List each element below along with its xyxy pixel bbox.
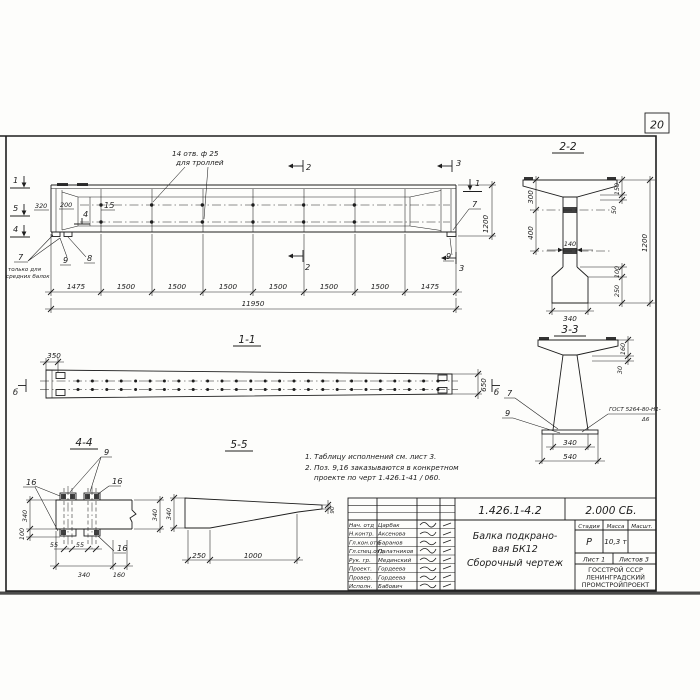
plan-outline: [46, 370, 452, 398]
svg-text:Аксенова: Аксенова: [378, 531, 406, 538]
top-flange: [523, 180, 617, 197]
bearing-pad: [64, 232, 72, 237]
svg-text:160: 160: [619, 342, 627, 356]
pos-16-left: 16: [26, 477, 37, 487]
hole-note-leaders: [153, 167, 208, 219]
section-4-4-title: 4-4: [75, 437, 93, 449]
section-4-4: [18, 437, 164, 579]
notes: [305, 452, 459, 482]
section-2-2: [523, 141, 655, 323]
stage-value: Р: [586, 537, 592, 548]
svg-text:650: 650: [479, 378, 488, 392]
svg-text:Гл.кон.отд: Гл.кон.отд: [349, 540, 381, 547]
svg-text:Баранов: Баранов: [378, 540, 403, 547]
svg-text:Исполн.: Исполн.: [349, 584, 373, 591]
pos-9-right: 9: [446, 251, 452, 261]
svg-text:350: 350: [47, 351, 61, 360]
svg-text:540: 540: [563, 452, 577, 461]
svg-text:340: 340: [151, 508, 159, 522]
section-5-5-title: 5-5: [230, 439, 248, 451]
svg-text:160: 160: [112, 571, 126, 579]
svg-text:1200: 1200: [481, 214, 490, 234]
svg-text:100: 100: [613, 265, 621, 279]
bottom-block: [552, 267, 588, 303]
svg-text:2: 2: [306, 162, 312, 172]
mass-value: 10,3 т: [604, 537, 627, 546]
svg-text:3: 3: [459, 263, 465, 273]
weld-gost-note-2: Δ6: [642, 417, 650, 423]
pos-15: 15: [104, 200, 115, 210]
svg-text:1500: 1500: [116, 282, 136, 291]
svg-text:90: 90: [330, 506, 336, 514]
svg-text:Бабович: Бабович: [378, 584, 403, 591]
svg-text:3: 3: [456, 158, 462, 168]
section-mark-2-top: [288, 160, 311, 172]
dim-total: 11950: [241, 299, 265, 308]
svg-text:1: 1: [13, 175, 19, 185]
taper-outline: [185, 498, 322, 528]
bottom-plate: [542, 430, 598, 434]
sheet-count: Лист 1: [582, 555, 606, 564]
elevation-view: [6, 149, 496, 313]
bearing-pad: [447, 232, 456, 237]
pos-9: 9: [63, 255, 69, 265]
doc-number: 1.426.1-4.2: [478, 504, 542, 517]
bearing-pad: [52, 232, 60, 237]
pos-7-right: 7: [472, 199, 478, 209]
svg-text:55: 55: [75, 541, 85, 549]
svg-text:250: 250: [192, 551, 206, 560]
svg-text:5: 5: [13, 203, 19, 213]
svg-text:Рук. гр.: Рук. гр.: [349, 557, 371, 564]
section-mark-3-bottom: [441, 252, 464, 273]
svg-text:1475: 1475: [420, 282, 440, 291]
stage-label: Стадия: [578, 524, 600, 530]
svg-text:Провер.: Провер.: [349, 575, 373, 582]
svg-text:30: 30: [616, 365, 624, 375]
pos-8: 8: [87, 253, 93, 263]
svg-text:Нач. отд: Нач. отд: [349, 523, 375, 529]
svg-text:250: 250: [613, 284, 621, 298]
section-2-2-title: 2-2: [559, 141, 577, 153]
sheets-total: Листов 3: [619, 555, 649, 564]
org-line-2: ЛЕНИНГРАДСКИЙ: [586, 573, 645, 582]
section-mark-4-left: [10, 224, 30, 237]
drawing-title-2: вая БК12: [492, 544, 538, 555]
svg-text:140: 140: [563, 240, 577, 248]
svg-text:1475: 1475: [66, 282, 86, 291]
section-mark-1-left: [10, 175, 30, 188]
weld-gost-note: ГОСТ 5264-80-Н1-: [609, 407, 661, 413]
pos-7: 7: [507, 388, 513, 398]
top-flange: [538, 340, 618, 355]
svg-text:340: 340: [165, 507, 173, 521]
section-1-1: [13, 334, 500, 399]
svg-text:б: б: [13, 387, 19, 397]
svg-text:1500: 1500: [218, 282, 238, 291]
pos-9: 9: [104, 447, 110, 457]
mass-label: Масса: [606, 524, 625, 530]
svg-text:2: 2: [305, 262, 311, 272]
svg-text:Мединский: Мединский: [378, 557, 412, 564]
pos-9: 9: [505, 408, 511, 418]
pos-4-mark: 4: [83, 209, 89, 219]
org-line-1: ГОССТРОЙ СССР: [588, 566, 643, 574]
signature-rows: [349, 523, 451, 591]
dim-320: 320: [35, 202, 48, 210]
height-dimension: [458, 181, 496, 240]
svg-text:1000: 1000: [243, 551, 263, 560]
section-3-3-title: 3-3: [561, 324, 579, 336]
pos-16-right: 16: [112, 476, 123, 486]
note-line-1: 1. Таблицу исполнений см. лист 3.: [305, 452, 437, 461]
svg-text:Н.контр.: Н.контр.: [349, 531, 375, 538]
frame-border: [0, 136, 656, 591]
svg-text:Царбак: Царбак: [378, 523, 400, 529]
svg-text:Палатников: Палатников: [378, 549, 414, 556]
svg-text:55: 55: [49, 541, 59, 549]
pos-16-bottom: 16: [117, 543, 128, 553]
svg-text:100: 100: [18, 527, 26, 541]
svg-text:б: б: [494, 387, 500, 397]
section-1-1-title: 1-1: [238, 334, 256, 346]
segment-dimensions: [45, 234, 465, 313]
svg-text:Гордеева: Гордеева: [378, 566, 406, 573]
dim-200: 200: [60, 201, 73, 209]
pos-7: 7: [18, 252, 24, 262]
svg-text:1200: 1200: [640, 233, 649, 253]
svg-text:150: 150: [613, 182, 621, 196]
view-mark-b-left: [13, 379, 26, 397]
pos-7-note2: средних балок: [6, 274, 50, 280]
rail-pad: [57, 183, 68, 186]
drawing-title-1: Балка подкрано-: [472, 531, 558, 542]
svg-text:Гордеева: Гордеева: [378, 575, 406, 582]
note-line-2: 2. Поз. 9,16 заказываются в конкретном: [305, 463, 459, 472]
svg-text:4: 4: [13, 224, 19, 234]
svg-text:1500: 1500: [319, 282, 339, 291]
svg-text:Гл.спец.отд: Гл.спец.отд: [349, 549, 384, 556]
svg-text:1500: 1500: [268, 282, 288, 291]
svg-text:300: 300: [526, 190, 535, 204]
svg-text:340: 340: [563, 314, 577, 323]
section-3-3: [502, 324, 661, 464]
drawing-title-3: Сборочный чертеж: [466, 558, 564, 569]
svg-text:Проект.: Проект.: [349, 566, 373, 573]
view-mark-b-right: [492, 379, 500, 397]
section-mark-5-left: [10, 203, 30, 216]
hole-note-line1: 14 отв. ф 25: [172, 149, 219, 158]
note-line-3: проекте по черт 1.426.1-41 / 060.: [314, 473, 441, 482]
web: [553, 355, 588, 430]
svg-text:1500: 1500: [167, 282, 187, 291]
svg-text:50: 50: [610, 205, 618, 215]
pos-7-note1: только для: [8, 267, 41, 273]
rail-pad: [77, 183, 88, 186]
scale-label: Масшт.: [631, 524, 653, 530]
title-block: [348, 498, 656, 590]
svg-text:340: 340: [21, 509, 29, 523]
svg-text:340: 340: [77, 571, 91, 579]
svg-text:340: 340: [563, 438, 577, 447]
org-line-3: ПРОМСТРОЙПРОЕКТ: [581, 581, 650, 589]
svg-text:400: 400: [526, 226, 535, 240]
scan-shadow: [0, 592, 700, 595]
doc-code: 2.000 СБ.: [585, 505, 637, 517]
svg-text:1: 1: [475, 178, 481, 188]
hole-note-line2: для троллей: [176, 158, 224, 167]
svg-text:1500: 1500: [370, 282, 390, 291]
section-mark-2-bottom: [288, 250, 310, 272]
section-mark-3-top: [437, 158, 461, 172]
sheet-number: 20: [650, 118, 664, 132]
